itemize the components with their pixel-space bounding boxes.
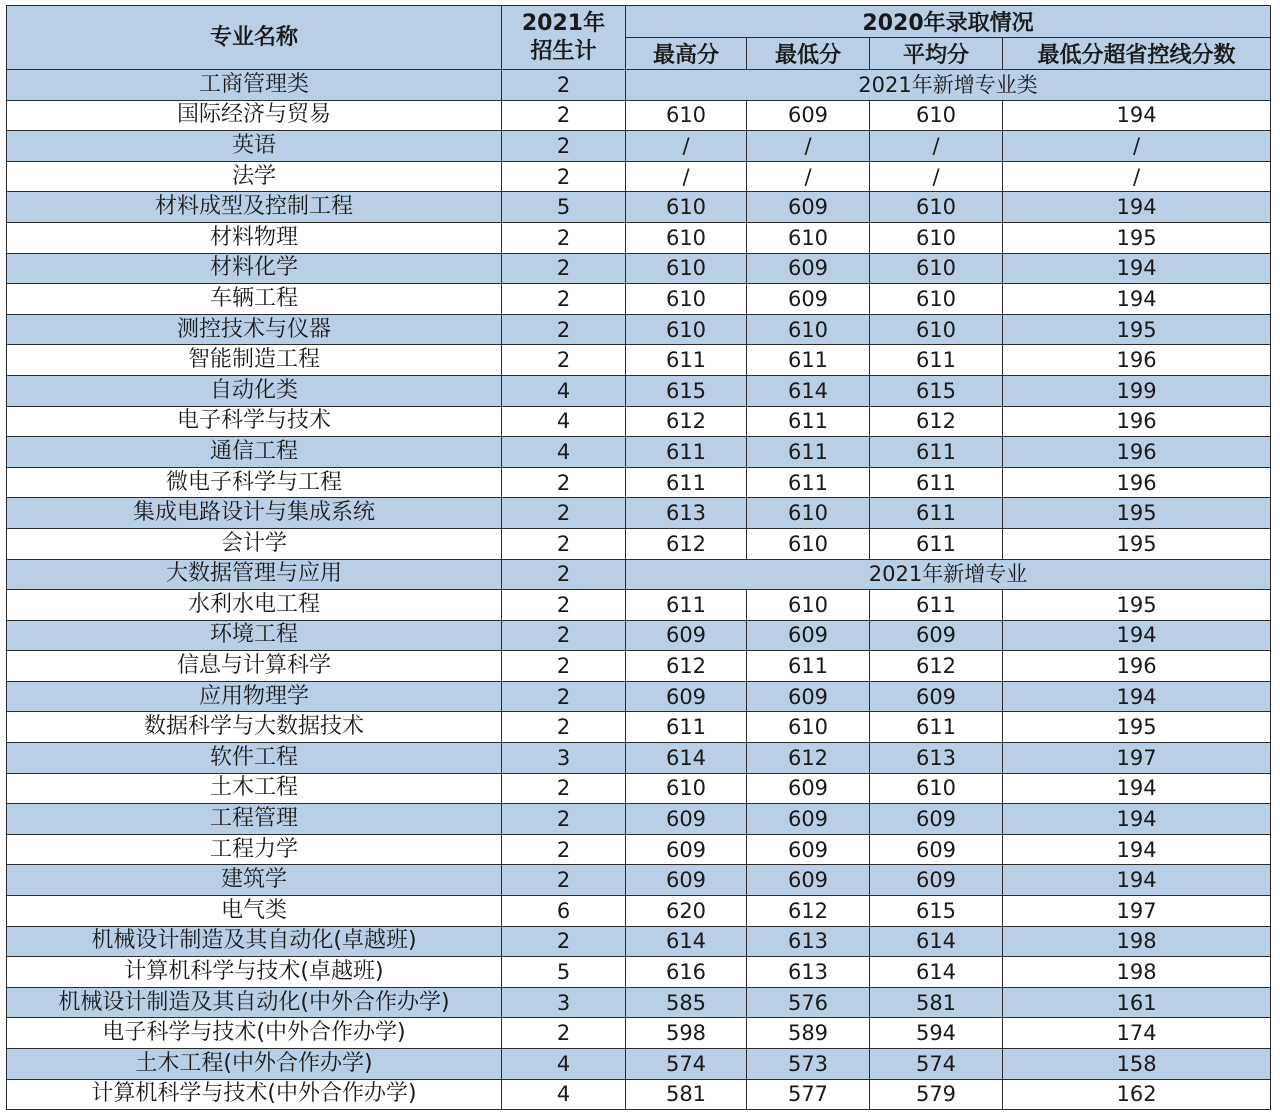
table-row <box>7 161 1271 192</box>
avg-score-cell: 611 <box>870 590 1003 621</box>
over-line-cell: 195 <box>1003 590 1271 621</box>
min-score-cell: 610 <box>747 590 870 621</box>
plan-count-cell: 2 <box>502 804 626 835</box>
plan-count-cell: 2 <box>502 131 626 162</box>
avg-score-cell: 579 <box>870 1079 1003 1110</box>
avg-score-cell: 610 <box>870 222 1003 253</box>
major-name-cell: 数据科学与大数据技术 <box>7 712 502 743</box>
over-line-cell: 194 <box>1003 100 1271 131</box>
avg-score-cell: 611 <box>870 528 1003 559</box>
avg-score-cell: / <box>870 131 1003 162</box>
max-score-cell: 609 <box>626 620 747 651</box>
table-row <box>7 987 1271 1018</box>
min-score-cell: 611 <box>747 406 870 437</box>
min-score-cell: 609 <box>747 620 870 651</box>
table-row <box>7 1018 1271 1049</box>
min-score-cell: 576 <box>747 987 870 1018</box>
plan-count-cell: 2 <box>502 222 626 253</box>
table-row <box>7 1049 1271 1080</box>
table-row <box>7 712 1271 743</box>
plan-count-cell: 2 <box>502 834 626 865</box>
table-row <box>7 284 1271 315</box>
table-row <box>7 437 1271 468</box>
plan-count-cell: 3 <box>502 987 626 1018</box>
major-name-cell: 材料物理 <box>7 222 502 253</box>
major-name-cell: 建筑学 <box>7 865 502 896</box>
major-name-cell: 土木工程(中外合作办学) <box>7 1049 502 1080</box>
max-score-cell: / <box>626 131 747 162</box>
max-score-cell: / <box>626 161 747 192</box>
min-score-cell: 610 <box>747 528 870 559</box>
avg-score-cell: 610 <box>870 284 1003 315</box>
over-line-cell: 158 <box>1003 1049 1271 1080</box>
min-score-cell: 609 <box>747 253 870 284</box>
major-name-cell: 环境工程 <box>7 620 502 651</box>
header-row-1 <box>7 6 1271 38</box>
over-line-cell: 194 <box>1003 620 1271 651</box>
major-name-cell: 大数据管理与应用 <box>7 559 502 590</box>
plan-count-cell: 2 <box>502 528 626 559</box>
header-plan <box>502 6 626 70</box>
min-score-cell: 609 <box>747 284 870 315</box>
plan-count-cell: 2 <box>502 651 626 682</box>
max-score-cell: 598 <box>626 1018 747 1049</box>
admission-table <box>6 5 1271 1110</box>
max-score-cell: 616 <box>626 957 747 988</box>
table-row <box>7 651 1271 682</box>
admission-table-container <box>6 5 1270 1110</box>
max-score-cell: 610 <box>626 284 747 315</box>
max-score-cell: 610 <box>626 253 747 284</box>
table-row <box>7 528 1271 559</box>
avg-score-cell: 615 <box>870 375 1003 406</box>
max-score-cell: 610 <box>626 192 747 223</box>
plan-count-cell: 2 <box>502 345 626 376</box>
over-line-cell: 194 <box>1003 865 1271 896</box>
over-line-cell: 195 <box>1003 712 1271 743</box>
max-score-cell: 612 <box>626 406 747 437</box>
plan-count-cell: 2 <box>502 284 626 315</box>
min-score-cell: 577 <box>747 1079 870 1110</box>
plan-count-cell: 4 <box>502 406 626 437</box>
min-score-cell: 609 <box>747 773 870 804</box>
max-score-cell: 613 <box>626 498 747 529</box>
min-score-cell: 611 <box>747 467 870 498</box>
min-score-cell: 609 <box>747 834 870 865</box>
max-score-cell: 611 <box>626 467 747 498</box>
avg-score-cell: 615 <box>870 896 1003 927</box>
avg-score-cell: 609 <box>870 865 1003 896</box>
avg-score-cell: 609 <box>870 804 1003 835</box>
major-name-cell: 自动化类 <box>7 375 502 406</box>
max-score-cell: 611 <box>626 590 747 621</box>
major-name-cell: 法学 <box>7 161 502 192</box>
min-score-cell: 611 <box>747 651 870 682</box>
avg-score-cell: 609 <box>870 681 1003 712</box>
table-row <box>7 896 1271 927</box>
min-score-cell: / <box>747 161 870 192</box>
table-row <box>7 590 1271 621</box>
major-name-cell: 会计学 <box>7 528 502 559</box>
min-score-cell: 610 <box>747 314 870 345</box>
min-score-cell: 589 <box>747 1018 870 1049</box>
major-name-cell: 土木工程 <box>7 773 502 804</box>
avg-score-cell: 610 <box>870 192 1003 223</box>
header-min-score: 最低分 <box>747 38 870 70</box>
min-score-cell: 610 <box>747 222 870 253</box>
min-score-cell: 610 <box>747 712 870 743</box>
max-score-cell: 614 <box>626 743 747 774</box>
max-score-cell: 614 <box>626 926 747 957</box>
table-row <box>7 498 1271 529</box>
over-line-cell: 197 <box>1003 896 1271 927</box>
max-score-cell: 611 <box>626 712 747 743</box>
table-row <box>7 681 1271 712</box>
avg-score-cell: / <box>870 161 1003 192</box>
min-score-cell: 611 <box>747 437 870 468</box>
max-score-cell: 609 <box>626 681 747 712</box>
major-name-cell: 英语 <box>7 131 502 162</box>
major-name-cell: 计算机科学与技术(中外合作办学) <box>7 1079 502 1110</box>
header-plan-line1: 2021年 <box>521 10 606 36</box>
min-score-cell: 609 <box>747 681 870 712</box>
plan-count-cell: 2 <box>502 161 626 192</box>
major-name-cell: 机械设计制造及其自动化(卓越班) <box>7 926 502 957</box>
major-name-cell: 集成电路设计与集成系统 <box>7 498 502 529</box>
table-row <box>7 620 1271 651</box>
max-score-cell: 615 <box>626 375 747 406</box>
over-line-cell: 194 <box>1003 284 1271 315</box>
min-score-cell: 573 <box>747 1049 870 1080</box>
over-line-cell: 196 <box>1003 406 1271 437</box>
major-name-cell: 电气类 <box>7 896 502 927</box>
plan-count-cell: 2 <box>502 559 626 590</box>
major-name-cell: 智能制造工程 <box>7 345 502 376</box>
table-row <box>7 804 1271 835</box>
major-name-cell: 工程力学 <box>7 834 502 865</box>
table-row <box>7 559 1271 590</box>
plan-count-cell: 2 <box>502 773 626 804</box>
major-name-cell: 工商管理类 <box>7 70 502 101</box>
plan-count-cell: 2 <box>502 620 626 651</box>
table-row <box>7 1079 1271 1110</box>
over-line-cell: 195 <box>1003 222 1271 253</box>
new-major-note-cell: 2021年新增专业类 <box>626 70 1271 101</box>
major-name-cell: 软件工程 <box>7 743 502 774</box>
table-row <box>7 70 1271 101</box>
table-row <box>7 192 1271 223</box>
over-line-cell: 194 <box>1003 681 1271 712</box>
avg-score-cell: 611 <box>870 712 1003 743</box>
over-line-cell: 194 <box>1003 804 1271 835</box>
over-line-cell: 194 <box>1003 253 1271 284</box>
plan-count-cell: 2 <box>502 1018 626 1049</box>
avg-score-cell: 614 <box>870 926 1003 957</box>
major-name-cell: 电子科学与技术 <box>7 406 502 437</box>
over-line-cell: 195 <box>1003 498 1271 529</box>
min-score-cell: 609 <box>747 804 870 835</box>
over-line-cell: 161 <box>1003 987 1271 1018</box>
major-name-cell: 计算机科学与技术(卓越班) <box>7 957 502 988</box>
min-score-cell: 612 <box>747 896 870 927</box>
over-line-cell: / <box>1003 131 1271 162</box>
major-name-cell: 测控技术与仪器 <box>7 314 502 345</box>
over-line-cell: 174 <box>1003 1018 1271 1049</box>
over-line-cell: 198 <box>1003 926 1271 957</box>
header-major: 专业名称 <box>7 6 502 70</box>
min-score-cell: 609 <box>747 865 870 896</box>
max-score-cell: 620 <box>626 896 747 927</box>
table-row <box>7 957 1271 988</box>
header-avg-score: 平均分 <box>870 38 1003 70</box>
plan-count-cell: 4 <box>502 1079 626 1110</box>
major-name-cell: 材料成型及控制工程 <box>7 192 502 223</box>
avg-score-cell: 612 <box>870 406 1003 437</box>
max-score-cell: 610 <box>626 222 747 253</box>
min-score-cell: 612 <box>747 743 870 774</box>
avg-score-cell: 612 <box>870 651 1003 682</box>
plan-count-cell: 5 <box>502 192 626 223</box>
max-score-cell: 610 <box>626 314 747 345</box>
major-name-cell: 国际经济与贸易 <box>7 100 502 131</box>
major-name-cell: 电子科学与技术(中外合作办学) <box>7 1018 502 1049</box>
min-score-cell: 609 <box>747 100 870 131</box>
max-score-cell: 610 <box>626 100 747 131</box>
over-line-cell: 195 <box>1003 528 1271 559</box>
table-row <box>7 926 1271 957</box>
header-max-score: 最高分 <box>626 38 747 70</box>
table-row <box>7 467 1271 498</box>
avg-score-cell: 581 <box>870 987 1003 1018</box>
major-name-cell: 工程管理 <box>7 804 502 835</box>
avg-score-cell: 609 <box>870 620 1003 651</box>
over-line-cell: 194 <box>1003 773 1271 804</box>
table-row <box>7 865 1271 896</box>
avg-score-cell: 614 <box>870 957 1003 988</box>
over-line-cell: 196 <box>1003 651 1271 682</box>
table-row <box>7 743 1271 774</box>
avg-score-cell: 613 <box>870 743 1003 774</box>
max-score-cell: 610 <box>626 773 747 804</box>
avg-score-cell: 610 <box>870 100 1003 131</box>
over-line-cell: / <box>1003 161 1271 192</box>
major-name-cell: 车辆工程 <box>7 284 502 315</box>
over-line-cell: 196 <box>1003 467 1271 498</box>
over-line-cell: 198 <box>1003 957 1271 988</box>
major-name-cell: 应用物理学 <box>7 681 502 712</box>
over-line-cell: 195 <box>1003 314 1271 345</box>
table-row <box>7 773 1271 804</box>
min-score-cell: 613 <box>747 926 870 957</box>
max-score-cell: 574 <box>626 1049 747 1080</box>
plan-count-cell: 5 <box>502 957 626 988</box>
plan-count-cell: 2 <box>502 681 626 712</box>
avg-score-cell: 610 <box>870 253 1003 284</box>
avg-score-cell: 574 <box>870 1049 1003 1080</box>
plan-count-cell: 2 <box>502 926 626 957</box>
major-name-cell: 通信工程 <box>7 437 502 468</box>
max-score-cell: 609 <box>626 865 747 896</box>
table-row <box>7 222 1271 253</box>
min-score-cell: 609 <box>747 192 870 223</box>
avg-score-cell: 611 <box>870 467 1003 498</box>
min-score-cell: 610 <box>747 498 870 529</box>
plan-count-cell: 4 <box>502 437 626 468</box>
header-2020-group: 2020年录取情况 <box>626 6 1271 38</box>
avg-score-cell: 594 <box>870 1018 1003 1049</box>
avg-score-cell: 610 <box>870 314 1003 345</box>
plan-count-cell: 4 <box>502 375 626 406</box>
plan-count-cell: 6 <box>502 896 626 927</box>
over-line-cell: 162 <box>1003 1079 1271 1110</box>
table-row <box>7 345 1271 376</box>
table-row <box>7 100 1271 131</box>
table-row <box>7 131 1271 162</box>
major-name-cell: 机械设计制造及其自动化(中外合作办学) <box>7 987 502 1018</box>
plan-count-cell: 2 <box>502 865 626 896</box>
max-score-cell: 611 <box>626 345 747 376</box>
major-name-cell: 水利水电工程 <box>7 590 502 621</box>
max-score-cell: 611 <box>626 437 747 468</box>
plan-count-cell: 2 <box>502 498 626 529</box>
min-score-cell: 611 <box>747 345 870 376</box>
over-line-cell: 199 <box>1003 375 1271 406</box>
table-row <box>7 834 1271 865</box>
header-over-line: 最低分超省控线分数 <box>1003 38 1271 70</box>
avg-score-cell: 611 <box>870 437 1003 468</box>
major-name-cell: 材料化学 <box>7 253 502 284</box>
max-score-cell: 609 <box>626 834 747 865</box>
header-plan-line2: 招生计 <box>530 38 597 64</box>
plan-count-cell: 2 <box>502 467 626 498</box>
min-score-cell: 613 <box>747 957 870 988</box>
plan-count-cell: 2 <box>502 712 626 743</box>
max-score-cell: 612 <box>626 528 747 559</box>
avg-score-cell: 611 <box>870 345 1003 376</box>
max-score-cell: 585 <box>626 987 747 1018</box>
plan-count-cell: 2 <box>502 100 626 131</box>
table-row <box>7 253 1271 284</box>
plan-count-cell: 2 <box>502 253 626 284</box>
table-row <box>7 314 1271 345</box>
new-major-note-cell: 2021年新增专业 <box>626 559 1271 590</box>
over-line-cell: 196 <box>1003 437 1271 468</box>
over-line-cell: 196 <box>1003 345 1271 376</box>
max-score-cell: 609 <box>626 804 747 835</box>
over-line-cell: 194 <box>1003 192 1271 223</box>
table-row <box>7 375 1271 406</box>
min-score-cell: 614 <box>747 375 870 406</box>
avg-score-cell: 610 <box>870 773 1003 804</box>
plan-count-cell: 3 <box>502 743 626 774</box>
over-line-cell: 197 <box>1003 743 1271 774</box>
max-score-cell: 612 <box>626 651 747 682</box>
table-body <box>7 70 1271 1110</box>
avg-score-cell: 609 <box>870 834 1003 865</box>
avg-score-cell: 611 <box>870 498 1003 529</box>
over-line-cell: 194 <box>1003 834 1271 865</box>
plan-count-cell: 2 <box>502 314 626 345</box>
major-name-cell: 微电子科学与工程 <box>7 467 502 498</box>
max-score-cell: 581 <box>626 1079 747 1110</box>
major-name-cell: 信息与计算科学 <box>7 651 502 682</box>
plan-count-cell: 2 <box>502 70 626 101</box>
min-score-cell: / <box>747 131 870 162</box>
table-row <box>7 406 1271 437</box>
plan-count-cell: 2 <box>502 590 626 621</box>
plan-count-cell: 4 <box>502 1049 626 1080</box>
